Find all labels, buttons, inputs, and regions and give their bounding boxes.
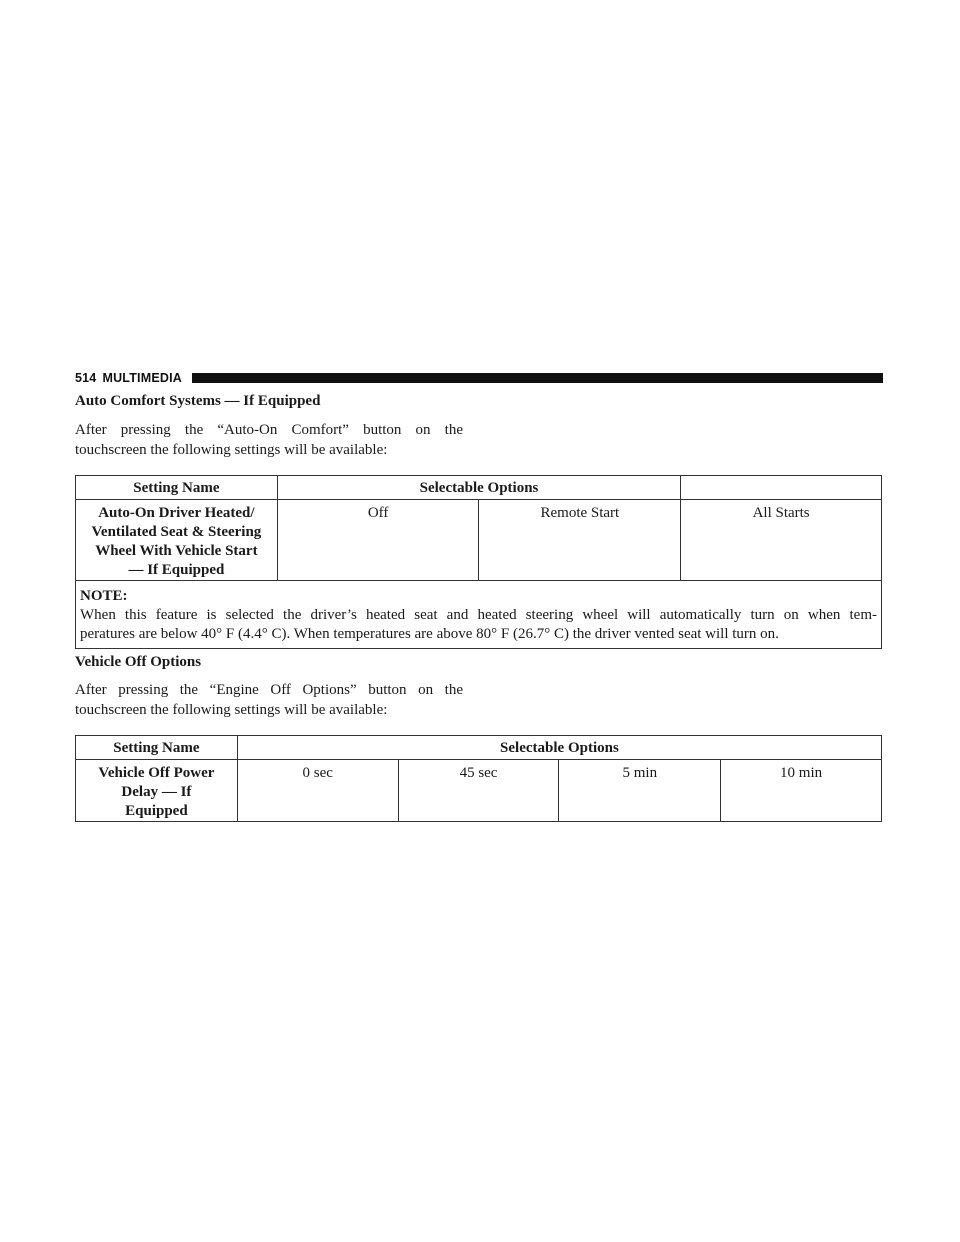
note-line-2: peratures are below 40° F (4.4° C). When temperatures are above 80° F (26.7° C) the driver vented seat will turn on. bbox=[80, 626, 779, 642]
col-setting-name: Setting Name bbox=[76, 476, 278, 500]
setting-name-line-3: Wheel With Vehicle Start bbox=[95, 543, 258, 559]
auto-comfort-intro-line-1: After pressing the “Auto-On Comfort” button on the bbox=[75, 422, 463, 438]
option-5-min: 5 min bbox=[559, 760, 721, 822]
setting-name-line-1: Vehicle Off Power bbox=[98, 765, 215, 781]
auto-comfort-intro bbox=[75, 420, 463, 460]
page-header bbox=[75, 371, 883, 385]
col-setting-name: Setting Name bbox=[76, 736, 238, 760]
col-empty-header bbox=[681, 476, 882, 500]
section-title: MULTIMEDIA bbox=[102, 371, 183, 385]
auto-comfort-intro-line-2: touchscreen the following settings will be available: bbox=[75, 442, 388, 458]
table-row bbox=[76, 500, 882, 581]
table-row bbox=[76, 760, 882, 822]
note-cell bbox=[76, 581, 882, 649]
vehicle-off-intro-line-1: After pressing the “Engine Off Options” button on the bbox=[75, 682, 463, 698]
auto-comfort-heading: Auto Comfort Systems — If Equipped bbox=[75, 393, 321, 409]
option-remote-start: Remote Start bbox=[479, 500, 681, 581]
option-10-min: 10 min bbox=[721, 760, 882, 822]
vehicle-off-intro-line-2: touchscreen the following settings will be available: bbox=[75, 702, 388, 718]
table-header-row bbox=[76, 476, 882, 500]
option-all-starts: All Starts bbox=[681, 500, 882, 581]
vehicle-off-heading: Vehicle Off Options bbox=[75, 654, 202, 670]
option-45-sec: 45 sec bbox=[398, 760, 559, 822]
setting-name-line-4: — If Equipped bbox=[128, 562, 225, 578]
auto-comfort-table bbox=[75, 475, 882, 649]
note-label: NOTE: bbox=[80, 588, 128, 604]
setting-name-line-2: Delay — If bbox=[121, 784, 192, 800]
col-selectable-options: Selectable Options bbox=[277, 476, 680, 500]
setting-name-line-1: Auto-On Driver Heated/ bbox=[98, 505, 255, 521]
col-selectable-options: Selectable Options bbox=[237, 736, 881, 760]
setting-name-line-2: Ventilated Seat & Steering bbox=[91, 524, 262, 540]
setting-name-cell bbox=[76, 760, 238, 822]
setting-name-cell bbox=[76, 500, 278, 581]
setting-name-line-3: Equipped bbox=[125, 803, 188, 819]
table-header-row bbox=[76, 736, 882, 760]
page-number: 514 bbox=[75, 371, 97, 385]
vehicle-off-intro bbox=[75, 680, 463, 720]
header-rule bbox=[192, 373, 883, 383]
option-0-sec: 0 sec bbox=[237, 760, 398, 822]
vehicle-off-table bbox=[75, 735, 882, 822]
note-line-1: When this feature is selected the driver’s heated seat and heated steering wheel will automatically turn on when tem- bbox=[80, 607, 877, 623]
note-row bbox=[76, 581, 882, 649]
note-text bbox=[80, 606, 877, 644]
option-off: Off bbox=[277, 500, 479, 581]
